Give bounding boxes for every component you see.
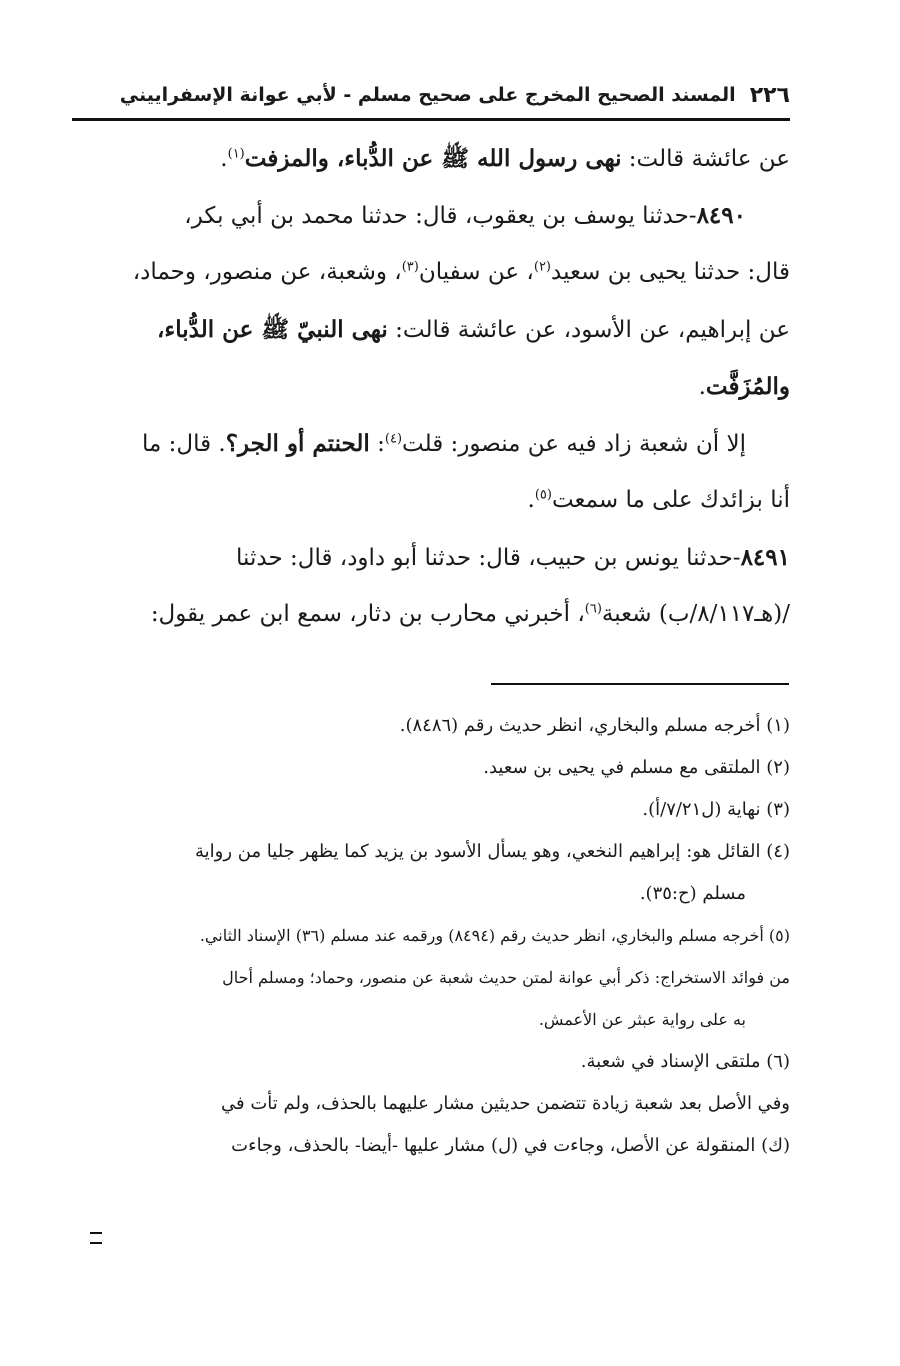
footnote-rule xyxy=(491,683,789,685)
hadith-matn: الحنتم أو الجر؟ xyxy=(225,430,370,457)
hadith-matn: والمُزَفَّت xyxy=(705,373,790,400)
footnote-ref: (٦) xyxy=(584,601,602,617)
footnote-1: (١) أخرجه مسلم والبخاري، انظر حديث رقم (٨٤٨٦). xyxy=(399,715,790,736)
footnote-ref: (٣) xyxy=(401,259,419,275)
text-line: عن إبراهيم، عن الأسود، عن عائشة قالت: نهى النبيّ ﷺ عن الدُّباء، xyxy=(157,316,790,343)
hadith-matn: نهى النبيّ ﷺ عن الدُّباء، xyxy=(157,316,388,343)
hadith-matn: نهى رسول الله ﷺ عن الدُّباء، والمزفت xyxy=(244,145,622,172)
footnote-4: (٤) القائل هو: إبراهيم النخعي، وهو يسأل الأسود بن يزيد كما يظهر جليا من رواية xyxy=(194,841,790,862)
footnote-6: (٦) ملتقى الإسناد في شعبة. xyxy=(580,1051,790,1072)
page-number: ٢٢٦ xyxy=(749,82,790,108)
footnote-ref: (٢) xyxy=(533,259,551,275)
footnotes xyxy=(80,705,790,1167)
hadith-8491: ٨٤٩١-حدثنا يونس بن حبيب، قال: حدثنا أبو داود، قال: حدثنا xyxy=(236,544,790,571)
footnote-ref: (٥) xyxy=(534,487,552,503)
footnote-6-cont: وفي الأصل بعد شعبة زيادة تتضمن حديثين مشار عليهما بالحذف، ولم تأت في xyxy=(221,1093,790,1114)
running-head xyxy=(119,78,790,112)
footnote-3: (٣) نهاية (ل٧/٢١/أ). xyxy=(642,799,790,820)
ziyada-line: إلا أن شعبة زاد فيه عن منصور: قلت$^{(٤)}$: الحنتم أو الجر؟. قال: ما xyxy=(141,430,746,457)
running-title: المسند الصحيح المخرج على صحيح مسلم - لأبي عوانة الإسفراييني xyxy=(119,84,736,106)
footnote-5: (٥) أخرجه مسلم والبخاري، انظر حديث رقم (٨٤٩٤) ورقمه عند مسلم (٣٦) الإسناد الثاني. xyxy=(199,926,790,945)
footnote-6-cont: (ك) المنقولة عن الأصل، وجاءت في (ل) مشار عليها -أيضا- بالحذف، وجاءت xyxy=(231,1135,790,1156)
footnote-5-cont: به على رواية عبثر عن الأعمش. xyxy=(538,1010,746,1029)
hadith-number: ٨٤٩١ xyxy=(740,544,790,571)
text-line: أنا بزائدك على ما سمعت$^{(٥)}$. xyxy=(527,487,790,513)
text-line: قال: حدثنا يحيى بن سعيد$^{(٢)}$، عن سفيان$^{(٣)}$، وشعبة، عن منصور، وحماد، xyxy=(132,259,790,285)
footnote-4-cont: مسلم (ح:٣٥). xyxy=(639,883,746,904)
continuation-mark xyxy=(90,1232,102,1244)
footnote-ref: (٤) xyxy=(384,431,403,447)
text-line: عن عائشة قالت: نهى رسول الله ﷺ عن الدُّباء، والمزفت$^{(١)}$. xyxy=(220,145,790,172)
main-text xyxy=(80,130,790,643)
text-line: والمُزَفَّت. xyxy=(698,373,790,400)
text-line: /(هـ٨/١١٧/ب) شعبة$^{(٦)}$، أخبرني محارب بن دثار، سمع ابن عمر يقول: xyxy=(150,601,790,627)
header-rule xyxy=(72,118,790,121)
footnote-ref: (١) xyxy=(227,146,245,162)
footnote-5-cont: من فوائد الاستخراج: ذكر أبي عوانة لمتن حديث شعبة عن منصور، وحماد؛ ومسلم أحال xyxy=(222,968,790,987)
hadith-number: ٨٤٩٠ xyxy=(696,202,746,229)
hadith-8490: ٨٤٩٠-حدثنا يوسف بن يعقوب، قال: حدثنا محمد بن أبي بكر، xyxy=(184,202,746,229)
footnote-2: (٢) الملتقى مع مسلم في يحيى بن سعيد. xyxy=(483,757,790,778)
